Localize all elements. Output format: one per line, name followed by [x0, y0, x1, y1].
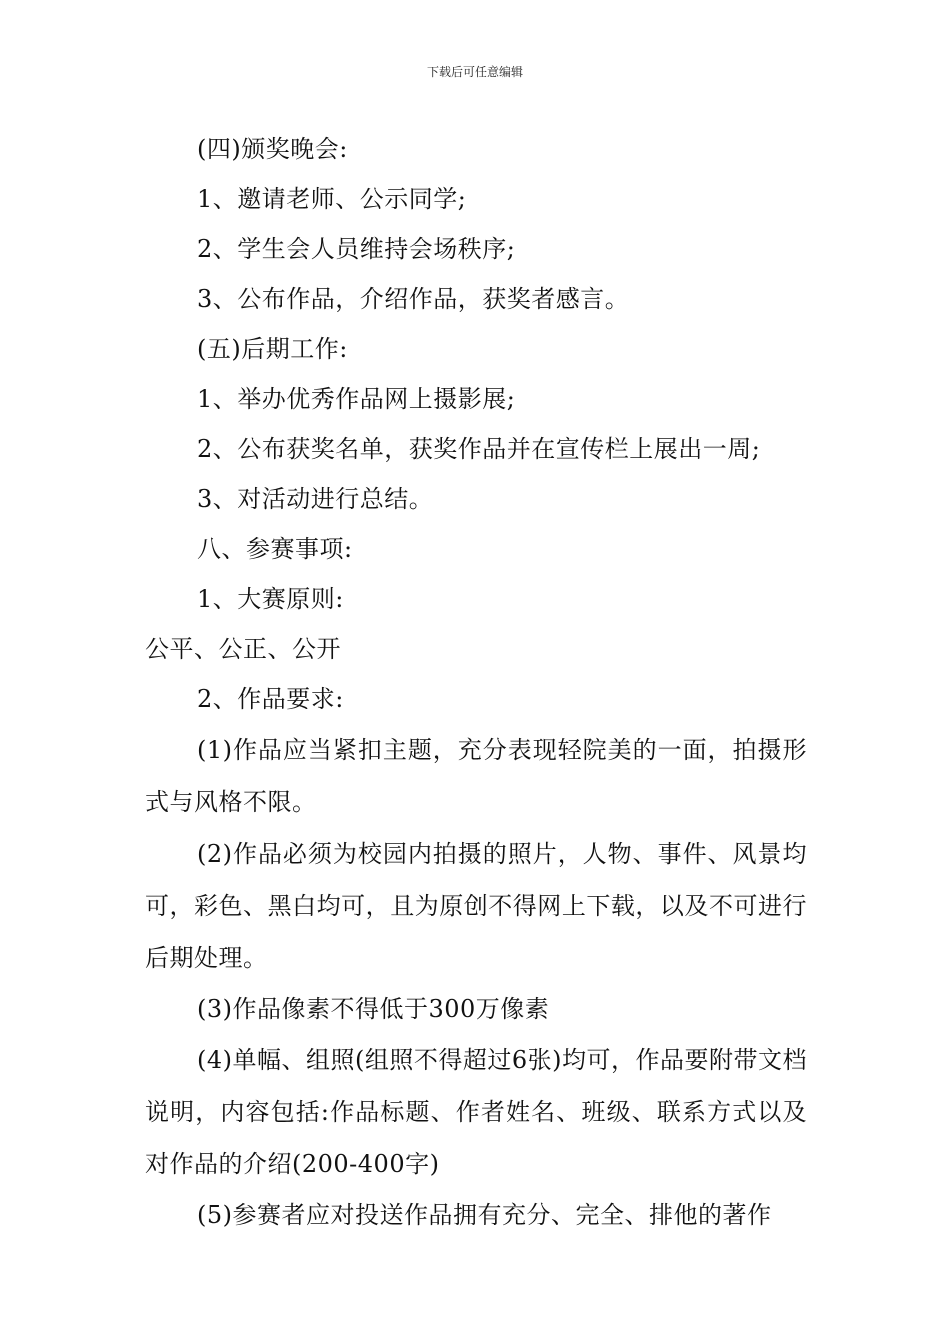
list-item: 1、举办优秀作品网上摄影展;	[197, 385, 516, 413]
list-item: 3、公布作品，介绍作品，获奖者感言。	[197, 285, 630, 313]
requirement-paragraph: (2)作品必须为校园内拍摄的照片，人物、事件、风景均可，彩色、黑白均可，且为原创不得网上下载，以及不可进行后期处理。	[145, 840, 807, 972]
requirement-paragraph: (4)单幅、组照(组照不得超过6张)均可，作品要附带文档说明，内容包括:作品标题、作者姓名、班级、联系方式以及对作品的介绍(200-400字)	[145, 1046, 807, 1178]
list-item: 2、学生会人员维持会场秩序;	[197, 235, 516, 263]
principle-text: 公平、公正、公开	[145, 635, 341, 663]
page-header-note: 下载后可任意编辑	[426, 65, 523, 79]
list-item: 1、大赛原则:	[197, 585, 344, 613]
list-item: 3、对活动进行总结。	[197, 485, 434, 513]
requirement-paragraph: (3)作品像素不得低于300万像素	[197, 995, 550, 1023]
section-heading-entry-rules: 八、参赛事项:	[197, 535, 353, 563]
list-item: 2、公布获奖名单，获奖作品并在宣传栏上展出一周;	[197, 435, 761, 463]
section-heading-follow-up: (五)后期工作:	[197, 335, 348, 363]
list-item: 1、邀请老师、公示同学;	[197, 185, 467, 213]
document-body	[145, 124, 807, 1240]
requirement-paragraph: (5)参赛者应对投送作品拥有充分、完全、排他的著作	[197, 1201, 772, 1229]
requirement-paragraph: (1)作品应当紧扣主题，充分表现轻院美的一面，拍摄形式与风格不限。	[145, 736, 807, 816]
section-heading-award-gala: (四)颁奖晚会:	[197, 135, 348, 163]
list-item: 2、作品要求:	[197, 685, 344, 713]
